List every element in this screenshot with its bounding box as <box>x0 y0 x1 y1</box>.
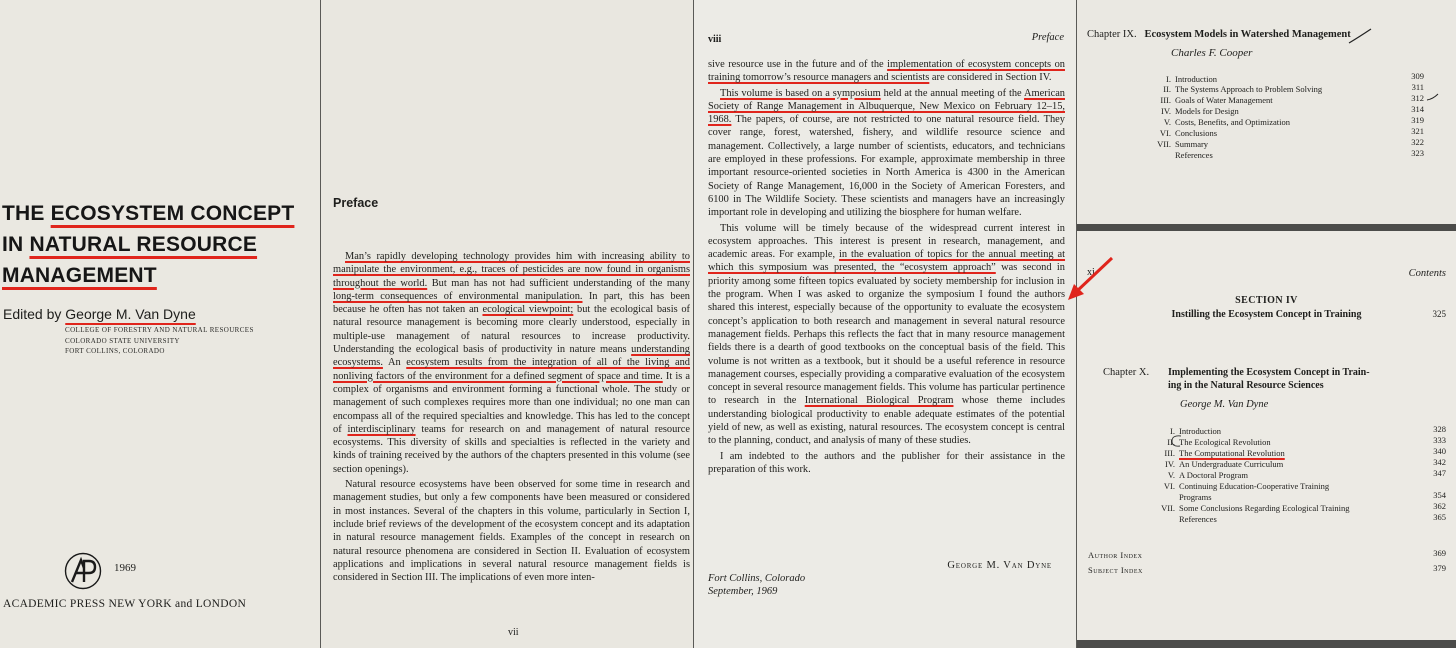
title-in: IN <box>2 233 24 256</box>
contents-entry: Programs <box>1179 492 1212 502</box>
chapter-author: Charles F. Cooper <box>1171 47 1253 59</box>
preface-paragraph-1 <box>333 250 690 476</box>
body-text: was second in priority among some fifteen topics evaluated by society membership for inclusion in the program. When I was asked to organize the symposium I found the authors shared this interest, especially because of the opportunity to evaluate the ecosystem concept’s application to both research and management in several natural resource management fields. Perhaps this reflects the fact that in many resource management fields there is a dearth of good textbooks on the conceptual basis of the field. This volume is not written as a textbook, but it should be a useful reference in resource management courses, especially providing a comparative evaluation of the ecosystem concept in several resource management fields. This volume has particular pertinence to research in the <box>708 262 1065 407</box>
place-date <box>708 572 805 598</box>
contents-entry: VI. Conclusions <box>1159 128 1218 138</box>
contents-bottom-panel <box>1077 231 1456 640</box>
body-text: In part, this has been because he often has not taken an <box>333 290 691 316</box>
page-number: vii <box>508 627 519 638</box>
contents-entry: I. Introduction <box>1166 74 1218 84</box>
preface-cont-paragraph-4: I am indebted to the authors and the publisher for their assistance in the preparation of this work. <box>708 450 1065 475</box>
preface-cont-paragraph-2 <box>708 87 1065 220</box>
highlighted-text: International Biological Program <box>804 395 954 407</box>
chapter-label: Chapter X. <box>1103 367 1150 378</box>
publication-year: 1969 <box>114 562 136 574</box>
contents-entry: II. The Systems Approach to Problem Solving <box>1163 84 1323 94</box>
contents-entry: III. The Computational Revolution <box>1164 448 1285 458</box>
contents-entry: VI. Continuing Education-Cooperative Training <box>1163 481 1330 491</box>
chapter-title: Ecosystem Models in Watershed Management <box>1144 29 1351 40</box>
contents-page-number: 333 <box>1433 435 1446 445</box>
contents-page-number: 321 <box>1411 126 1424 136</box>
contents-page-number: 369 <box>1433 548 1446 558</box>
contents-entry: IV. An Undergraduate Curriculum <box>1165 459 1284 469</box>
contents-top-panel <box>1077 0 1456 224</box>
preface-cont-paragraph-1 <box>708 58 1065 85</box>
running-head: Contents <box>1408 268 1446 279</box>
contents-page-number: 340 <box>1433 446 1446 456</box>
edited-by-label: Edited by <box>3 306 62 322</box>
contents-page-number: 309 <box>1411 71 1424 81</box>
highlighted-text: This volume is based on a symposium <box>720 87 881 99</box>
contents-pages <box>1077 0 1456 648</box>
place: Fort Collins, Colorado <box>708 573 806 584</box>
highlighted-text: The Computational Revolution <box>1179 448 1285 458</box>
chapter-ix-heading <box>1087 29 1351 40</box>
body-text: It is a complex of organisms and environment forming a functional whole. The study or management of such complexes requires more than one individual; no one man can encompass all of the required specialties and knowledge. This has led to the concept of <box>333 370 691 435</box>
contents-page-number: 311 <box>1411 82 1424 92</box>
contents-page-number: 312 <box>1411 93 1424 103</box>
contents-page-number: 342 <box>1433 457 1446 467</box>
body-text: whose theme includes understanding biological productivity to enable adequate estimates of the potential yield of new, as well as existing, natural resources. The ecosystem concept is central to the planning, conduct, and analysis of many of these studies. <box>708 395 1065 447</box>
contents-entry: References <box>1179 514 1217 524</box>
contents-entry: III. Goals of Water Management <box>1160 95 1273 105</box>
affiliation-line: COLORADO STATE UNIVERSITY <box>65 336 180 345</box>
contents-page-number: 325 <box>1432 309 1446 319</box>
highlighted-text: Man’s rapidly developing technology provides him with increasing ability to manipulate the environment, e.g., traces of pesticides are now found in organisms throughout the world. <box>333 251 690 289</box>
title-line-1 <box>2 198 294 229</box>
affiliation-line: COLLEGE OF FORESTRY AND NATURAL RESOURCES <box>65 326 254 334</box>
preface-heading: Preface <box>333 196 379 210</box>
highlighted-text: implementation of ecosystem concepts on training tomorrow’s resource managers and scientists <box>708 59 1065 84</box>
highlighted-text: long-term consequences of environmental manipulation. <box>333 290 583 302</box>
page-number: viii <box>708 34 722 45</box>
contents-page-number: 365 <box>1433 512 1446 522</box>
check-mark-icon <box>1425 92 1441 106</box>
contents-entry: I. Introduction <box>1170 426 1222 436</box>
title-the: THE <box>2 202 45 225</box>
contents-entry: References <box>1175 150 1213 160</box>
body-text: But man has not had sufficient understanding of the many <box>427 277 690 289</box>
signature: George M. Van Dyne <box>947 560 1052 571</box>
title-ecosystem-concept: ECOSYSTEM CONCEPT <box>50 202 295 225</box>
publisher-logo-icon <box>64 552 102 590</box>
highlighted-text: interdisciplinary <box>347 423 416 435</box>
section-title: Instilling the Ecosystem Concept in Training <box>1171 309 1362 320</box>
contents-entry: IV. Models for Design <box>1161 106 1239 116</box>
page-number: xi <box>1087 267 1095 278</box>
highlighted-text: understanding ecosystems. <box>333 344 690 369</box>
date: September, 1969 <box>708 586 778 597</box>
body-text: This volume will be timely because of the widespread current interest in ecosystem approaches. This interest is present in research, management, and academic areas. For example, <box>708 222 1065 261</box>
title-line-3 <box>2 260 157 291</box>
body-text: held at the annual meeting of the <box>880 87 1025 99</box>
contents-entry: V. Costs, Benefits, and Optimization <box>1163 117 1290 127</box>
chapter-title-line: Implementing the Ecosystem Concept in Train- <box>1168 367 1370 378</box>
body-text: teams for research on and management of natural resource ecosystems. This diversity of skills and specialties is reflected in the variety and kinds of training received by the authors of the chapters presented in this volume (see section openings). <box>333 423 690 475</box>
chapter-label: Chapter IX. <box>1087 29 1137 40</box>
preface-paragraph-2: Natural resource ecosystems have been observed for some time in research and management studies, but only a few components have been measured or considered in most instances. Several of the chapters in this volume, particularly in Section I, include brief reviews of the development of the ecosystem concept and its adaptation in natural resource management fields. Examples of the concept in research on natural resource phenomena are considered in Section II. Evaluation of ecosystem applications and implications in several natural resource management fields is considered in Section III. The implications of even more inten- <box>333 479 690 584</box>
contents-entry: V. A Doctoral Program <box>1167 470 1248 480</box>
editor-line <box>3 306 196 322</box>
body-text: The papers, of course, are not restricted to one natural resource field. They cover range, forest, watershed, fishery, and wildlife resource science and management. Collectively, a large number of scientists, educators, and technicians are employed in these professions. For example, approximate membership in three important resource-oriented societies in North America is 4300 in the American Society of Range Management, 16,000 in the Society of American Foresters, and 6100 in The Wildlife Society. These scientists and managers have an increasingly important role in developing and utilizing the biosphere for human welfare. <box>708 114 1065 219</box>
highlighted-text: ecological viewpoint; <box>482 304 574 316</box>
section-label: SECTION IV <box>1235 295 1298 306</box>
subject-index-entry: Subject Index <box>1088 565 1143 575</box>
body-text: An <box>382 357 407 369</box>
contents-page-number: 314 <box>1411 104 1424 114</box>
editor-name: George M. Van Dyne <box>65 306 196 322</box>
pen-mark-icon <box>1345 27 1375 47</box>
contents-page-number: 362 <box>1433 501 1446 511</box>
highlighted-text: American Society of Range Management in Albuquerque, New Mexico on February 12–15, 1968. <box>708 87 1065 126</box>
author-index-entry: Author Index <box>1088 550 1143 560</box>
contents-entry: VII. Some Conclusions Regarding Ecological Training <box>1161 503 1350 513</box>
contents-page-number: 347 <box>1433 468 1446 478</box>
contents-page-number: 328 <box>1433 424 1446 434</box>
publisher-line: ACADEMIC PRESS NEW YORK and LONDON <box>3 598 247 610</box>
contents-entry: II. The Ecological Revolution <box>1167 437 1271 447</box>
affiliation-line: FORT COLLINS, COLORADO <box>65 347 165 355</box>
preface-body <box>333 250 690 584</box>
chapter-author: George M. Van Dyne <box>1180 399 1269 410</box>
contents-page-number: 323 <box>1411 148 1424 158</box>
preface-continued-body <box>708 58 1065 476</box>
preface-continued-page <box>694 0 1076 648</box>
preface-cont-paragraph-3 <box>708 222 1065 448</box>
highlighted-text: in the evaluation of topics for the annual meeting at which this symposium was presented, the “ecosystem approach” <box>708 249 1066 274</box>
highlighted-text: ecosystem results from the integration of all of the living and nonliving factors of the environment for a defined segment of space and time. <box>333 357 690 382</box>
affiliation <box>65 325 254 357</box>
circle-mark-icon <box>1169 433 1185 449</box>
contents-entry: VII. Summary <box>1157 139 1209 149</box>
title-line-2 <box>2 229 257 260</box>
contents-page-number: 354 <box>1433 490 1446 500</box>
contents-page-number: 322 <box>1411 137 1424 147</box>
body-text: but the ecological basis of natural resource management is becoming more clearly understood, especially in multiple-use management of natural resources to increase productivity. Understanding the ecological basis of productivity in nature means <box>333 304 690 356</box>
title-page <box>0 0 320 648</box>
red-arrow-icon <box>1064 256 1124 302</box>
preface-page <box>321 0 693 648</box>
body-text: sive resource use in the future and of the <box>708 59 888 70</box>
body-text: are considered in Section IV. <box>929 72 1052 84</box>
title-management: MANAGEMENT <box>2 264 157 287</box>
contents-page-number: 319 <box>1411 115 1424 125</box>
title-natural-resource: NATURAL RESOURCE <box>29 233 258 256</box>
chapter-title-line: ing in the Natural Resource Sciences <box>1168 380 1324 391</box>
running-head: Preface <box>1031 32 1064 43</box>
contents-page-number: 379 <box>1433 563 1446 573</box>
